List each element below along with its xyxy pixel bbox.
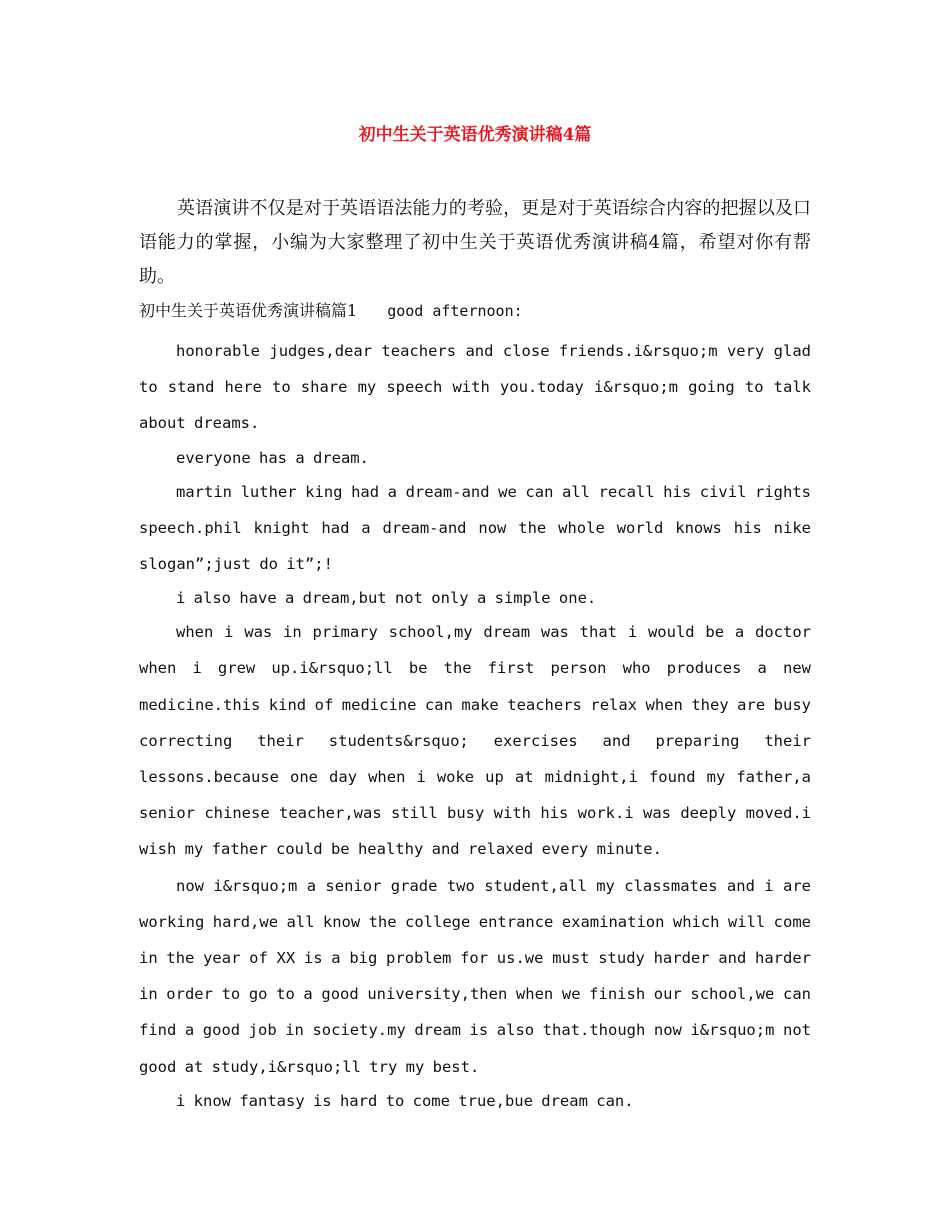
section-heading bbox=[139, 300, 819, 322]
section-heading-cn: 初中生关于英语优秀演讲稿篇1 bbox=[139, 301, 358, 320]
paragraph: now i&rsquo;m a senior grade two student,all my classmates and i are working hard,we all know the college entrance examination which will come in the year of XX is a big problem for us.we must study harder and harder in order to go to a good university,then when we finish our school,we can find a good job in society.my dream is also that.though now i&rsquo;m not good at study,i&rsquo;ll try my best. bbox=[139, 876, 811, 1076]
paragraph: i know fantasy is hard to come true,bue dream can. bbox=[176, 1091, 634, 1110]
paragraph: martin luther king had a dream-and we can all recall his civil rights speech.phil knight had a dream-and now the whole world knows his nike slogan”;just do it”;! bbox=[139, 482, 811, 574]
intro-paragraph: 英语演讲不仅是对于英语语法能力的考验，更是对于英语综合内容的把握以及口语能力的掌握，小编为大家整理了初中生关于英语优秀演讲稿4篇，希望对你有帮助。 bbox=[139, 198, 811, 287]
paragraph: i also have a dream,but not only a simple one. bbox=[176, 589, 597, 608]
paragraph: honorable judges,dear teachers and close friends.i&rsquo;m very glad to stand here to share my speech with you.today i&rsquo;m going to talk about dreams. bbox=[139, 342, 811, 433]
speech-body bbox=[139, 333, 811, 1117]
document-title: 初中生关于英语优秀演讲稿4篇 bbox=[358, 125, 592, 145]
section-heading-greeting: good afternoon: bbox=[387, 302, 523, 320]
paragraph: everyone has a dream. bbox=[176, 448, 369, 467]
paragraph: when i was in primary school,my dream was that i would be a doctor when i grew up.i&rsquo;ll be the first person who produces a new medicine.this kind of medicine can make teachers relax when they are busy correcting their students&rsquo; exercises and preparing their lessons.because one day when i woke up at midnight,i found my father,a senior chinese teacher,was still busy with his work.i was deeply moved.i wish my father could be healthy and relaxed every minute. bbox=[139, 623, 811, 859]
